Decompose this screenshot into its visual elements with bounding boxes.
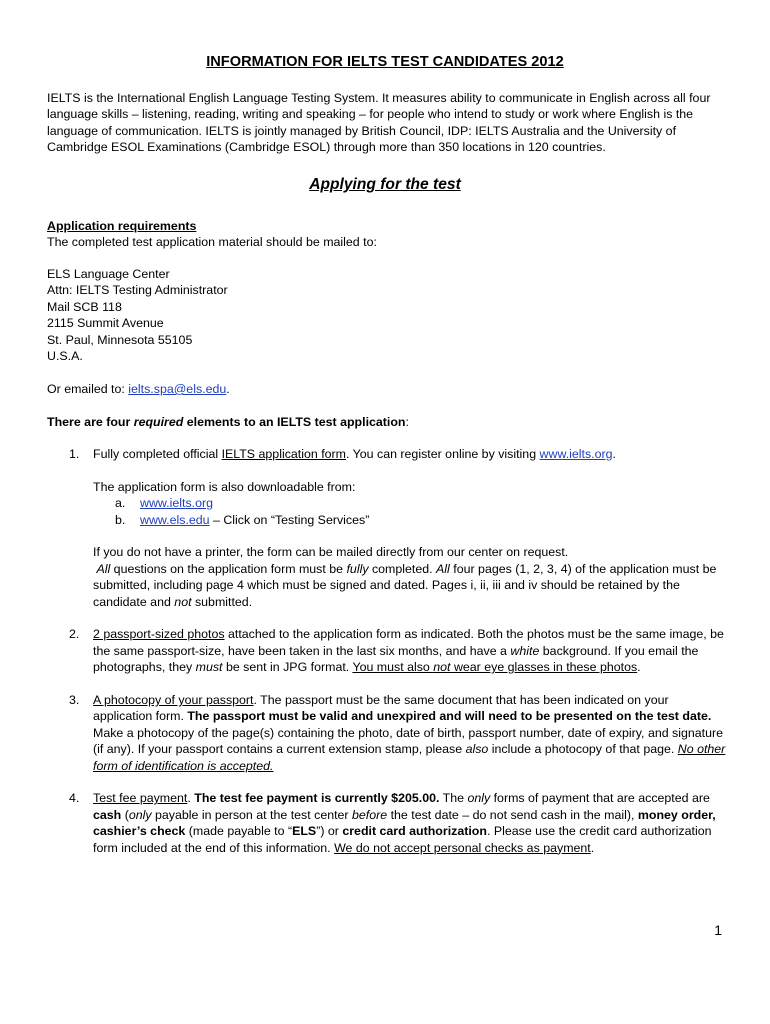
text: the test date – do not send cash in the mail), <box>387 807 638 822</box>
list-item <box>47 692 727 774</box>
emph: white <box>510 643 540 658</box>
requirements-line: The completed test application material should be mailed to: <box>47 235 377 250</box>
text: submitted. <box>191 594 253 609</box>
bold-text: The passport must be valid and unexpired and will need to be presented on the test date. <box>187 709 712 724</box>
underlined: wear eye glasses in these photos <box>450 660 638 675</box>
sub-item <box>93 495 727 511</box>
sub-letter: b. <box>115 512 126 527</box>
text: payable in person at the test center <box>151 807 353 822</box>
intro-paragraph: IELTS is the International English Language Testing System. It measures ability to communicate in English across all four language skills – listening, reading, writing and speaking – for people who intend to study or work where English is the language of communication. IELTS is jointly managed by British Council, IDP: IELTS Australia and the University of Cambridge ESOL Examinations (Cambridge ESOL) through more than 350 locations in 120 countries. <box>47 91 711 155</box>
bold-text: The test fee payment is currently $205.00. <box>194 791 440 806</box>
sub-letter: a. <box>115 496 126 511</box>
fee-text: Test fee payment <box>93 791 188 806</box>
item1-text: . You can register online by visiting <box>345 447 540 461</box>
emph: All <box>96 561 111 576</box>
emph: also <box>465 742 489 757</box>
address-line: U.S.A. <box>47 349 83 364</box>
photos-text: 2 passport-sized photos <box>93 627 225 642</box>
text: completed. <box>368 561 437 576</box>
list-item <box>47 446 727 610</box>
text: forms of payment that are accepted are <box>490 791 710 806</box>
req-text-b: required <box>133 415 184 429</box>
application-form-text: IELTS application form <box>221 447 346 461</box>
text: questions on the application form must be <box>110 561 347 576</box>
sub-text: – Click on “Testing Services” <box>209 512 370 527</box>
sub-item <box>93 512 727 528</box>
list-item <box>47 626 727 675</box>
document-title: INFORMATION FOR IELTS TEST CANDIDATES 2012 <box>206 54 564 70</box>
emph: All <box>436 561 450 576</box>
item-number: 2. <box>69 627 80 642</box>
item-number: 1. <box>69 447 80 461</box>
emph: only <box>128 807 152 822</box>
requirements-heading: Application requirements <box>47 219 197 233</box>
text: four pages (1, 2, 3, 4) of the application must be submitted, including page 4 which must be signed and dated. Pages i, ii, iii and iv should be retained by the candidate and <box>93 561 717 609</box>
ielts-link[interactable]: www.ielts.org <box>539 447 613 461</box>
address-line: 2115 Summit Avenue <box>47 316 164 331</box>
text: ”) or <box>316 824 343 839</box>
bold-text: cash <box>93 807 122 822</box>
emph: only <box>467 791 491 806</box>
item-number: 3. <box>69 693 80 708</box>
address-line: ELS Language Center <box>47 267 170 281</box>
els-link[interactable]: www.els.edu <box>140 512 210 527</box>
underlined: You must also <box>352 660 434 675</box>
passport-text: A photocopy of your passport <box>93 693 254 708</box>
address-line: Attn: IELTS Testing Administrator <box>47 283 228 298</box>
req-text-d: : <box>405 415 409 429</box>
printer-line: If you do not have a printer, the form can be mailed directly from our center on request. <box>93 545 569 560</box>
bold-text: money order, cashier’s check <box>93 807 716 839</box>
underlined-emph: not <box>433 660 451 675</box>
underlined: We do not accept personal checks as payment <box>334 840 591 855</box>
download-line: The application form is also downloadable from: <box>93 479 356 494</box>
email-suffix: . <box>226 382 230 396</box>
emph: fully <box>346 561 369 576</box>
item1-text: . <box>612 447 616 461</box>
text: Make a photocopy of the page(s) containing the photo, date of birth, passport number, date of expiry, and signature (if any). If your passport contains a current extension stamp, please <box>93 725 724 757</box>
emph: must <box>195 660 223 675</box>
page-number: 1 <box>714 922 722 938</box>
email-link[interactable]: ielts.spa@els.edu <box>128 382 227 396</box>
text: . <box>637 660 641 675</box>
text: include a photocopy of that page. <box>488 742 678 757</box>
bold-text: credit card authorization <box>342 824 487 839</box>
text: . <box>590 840 595 855</box>
requirements-list <box>47 446 727 856</box>
list-item <box>47 790 727 856</box>
text: attached to the application form as indicated. Both the photos must be the same image, be the same passport-size, have been taken in the last six months, and have a <box>93 627 724 658</box>
section-heading: Applying for the test <box>309 176 461 193</box>
text: background. If you email the photographs, they <box>93 643 699 675</box>
text: . Please use the credit card authorization form included at the end of this information. <box>93 824 712 855</box>
item1-text: Fully completed official <box>93 447 222 461</box>
text: The <box>439 791 468 806</box>
underlined-emph: No other form of identification is accepted. <box>93 742 726 773</box>
mailing-address <box>47 266 727 364</box>
email-line <box>47 381 727 397</box>
required-elements-heading <box>47 414 727 430</box>
address-line: St. Paul, Minnesota 55105 <box>47 332 193 347</box>
req-text-c: elements to an IELTS test application <box>183 415 406 429</box>
text: . The passport must be the same document that has been indicated on your application form. <box>93 693 669 724</box>
item-number: 4. <box>69 791 80 806</box>
text: ( <box>121 807 129 822</box>
text: (made payable to “ <box>185 824 293 839</box>
text: . <box>187 791 195 806</box>
emph: not <box>174 594 192 609</box>
requirements-block <box>47 218 727 251</box>
address-line: Mail SCB 118 <box>47 299 122 314</box>
download-sources <box>93 495 727 528</box>
bold-text: ELS <box>292 824 317 839</box>
email-prefix: Or emailed to: <box>47 382 129 396</box>
questions-paragraph <box>93 561 727 610</box>
emph: before <box>352 807 388 822</box>
req-text-a: There are four <box>47 415 134 429</box>
text: be sent in JPG format. <box>222 660 353 675</box>
ielts-link[interactable]: www.ielts.org <box>140 496 213 511</box>
